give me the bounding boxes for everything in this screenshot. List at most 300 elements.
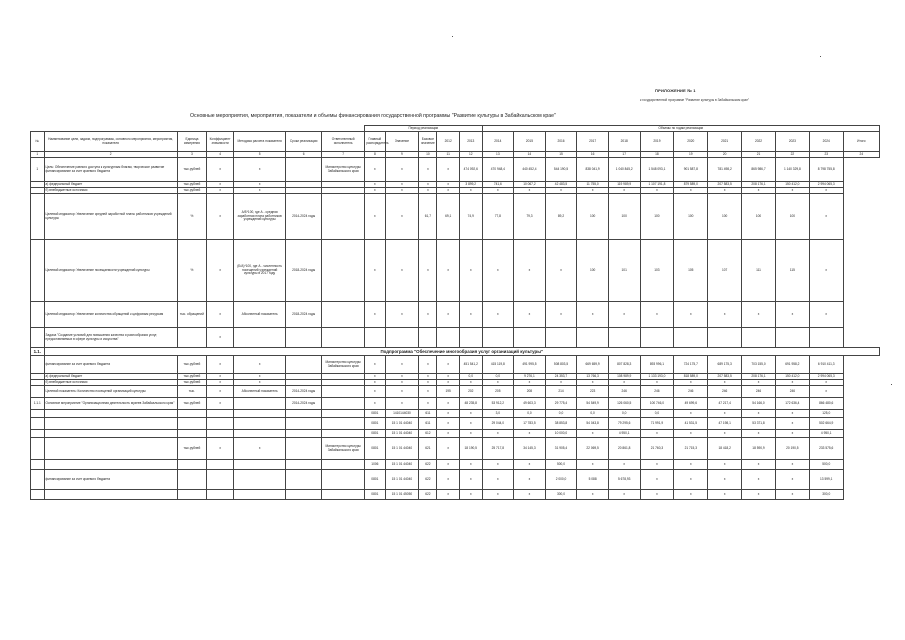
year-value-cell: 47 217,4 — [708, 398, 742, 410]
year-value-cell: x — [640, 430, 674, 438]
year-value-cell: 865 986,7 — [742, 158, 776, 182]
year-value-cell: 502 664,9 — [809, 418, 843, 430]
year-value-cell: x — [708, 460, 742, 470]
method-cell — [234, 418, 286, 430]
year-value-cell: 119 989,9 — [608, 182, 640, 188]
gr-cell: x — [365, 182, 385, 188]
year-value-cell: 31 905,4 — [545, 438, 577, 460]
method-cell: x — [234, 188, 286, 194]
year-value-cell: x — [608, 490, 640, 500]
coef-cell: x — [207, 398, 234, 410]
coef-cell: x — [207, 438, 234, 460]
base-cell: 622 — [419, 490, 437, 500]
year-value-cell: 53 371,8 — [742, 418, 776, 430]
unit-cell: тыс.рублей — [177, 182, 206, 188]
column-number: 11 — [437, 152, 460, 158]
value-cell: x — [385, 398, 419, 410]
year-value-cell: 49 699,6 — [674, 398, 708, 410]
year-value-cell: 101 — [608, 240, 640, 302]
year-value-cell: x — [459, 380, 482, 386]
base-cell: 61,7 — [419, 194, 437, 240]
year-value-cell: 500,0 — [545, 460, 577, 470]
year-value-cell: x — [640, 380, 674, 386]
column-header: № — [31, 132, 45, 152]
gr-cell: x — [365, 356, 385, 374]
row-name: а) федеральный бюджет — [44, 374, 177, 380]
year-value-cell: 246 — [742, 386, 776, 398]
year-value-cell: 4 950,1 — [809, 430, 843, 438]
year-value-cell: x — [437, 302, 460, 328]
table-row — [31, 302, 880, 328]
column-number: 6 — [286, 152, 322, 158]
unit-cell: тыс. — [177, 386, 206, 398]
value-cell: 15 1 01 44040 — [385, 460, 419, 470]
row-number — [31, 430, 45, 438]
year-value-cell: 866 480,6 — [809, 398, 843, 410]
year-value-cell: 0,0 — [482, 374, 514, 380]
row-number — [31, 356, 45, 374]
unit-cell — [177, 410, 206, 418]
row-name: Основное мероприятие "Организационная деятельность музеев Забайкальского края" — [44, 398, 177, 410]
coef-cell: x — [207, 380, 234, 386]
year-value-cell — [742, 328, 776, 348]
document-title: Основные мероприятия, мероприятия, показатели и объемы финансирования государственной программы "Развитие культуры в Забайкальском крае" — [190, 113, 556, 119]
year-value-cell: x — [775, 490, 809, 500]
unit-cell: тыс. обращений — [177, 302, 206, 328]
gr-cell: x — [365, 386, 385, 398]
coef-cell — [207, 410, 234, 418]
unit-cell — [177, 430, 206, 438]
dates-cell — [286, 356, 322, 374]
year-value-cell: 13 766,3 — [577, 374, 609, 380]
unit-cell: тыс.рублей — [177, 398, 206, 410]
base-cell: x — [419, 182, 437, 188]
year-value-cell: x — [608, 302, 640, 328]
coef-cell: x — [207, 356, 234, 374]
year-value-cell: x — [514, 430, 546, 438]
dates-cell: 2018-2024 годы — [286, 240, 322, 302]
gr-cell: x — [365, 302, 385, 328]
year-value-cell: 195 — [437, 386, 460, 398]
dates-cell: 2018-2024 годы — [286, 302, 322, 328]
unit-cell — [177, 490, 206, 500]
year-value-cell: 901 587,8 — [674, 158, 708, 182]
year-value-cell: 41 531,5 — [674, 418, 708, 430]
year-value-cell: 100 — [640, 194, 674, 240]
year-value-cell: x — [775, 380, 809, 386]
column-header: Значение — [385, 132, 419, 152]
executor-cell — [322, 302, 365, 328]
base-cell: 622 — [419, 470, 437, 490]
year-value-cell: 8 798 755,8 — [809, 158, 843, 182]
year-value-cell: x — [708, 380, 742, 386]
year-value-cell: 100 — [674, 194, 708, 240]
year-value-cell: 126 060,5 — [608, 398, 640, 410]
year-value-cell: 47 198,1 — [708, 418, 742, 430]
year-value-cell: x — [459, 490, 482, 500]
year-value-cell: x — [437, 158, 460, 182]
year-value-cell — [459, 328, 482, 348]
method-cell: x — [234, 182, 286, 188]
year-value-cell: 0,0 — [545, 410, 577, 418]
table-row — [31, 470, 880, 490]
year-value-cell — [708, 328, 742, 348]
year-value-cell: x — [459, 470, 482, 490]
year-value-cell: 0,0 — [608, 410, 640, 418]
year-value-cell: x — [514, 188, 546, 194]
year-value-cell: 100 — [775, 194, 809, 240]
column-number: 17 — [608, 152, 640, 158]
year-value-cell: x — [809, 302, 843, 328]
base-cell: x — [419, 158, 437, 182]
executor-cell — [322, 418, 365, 430]
year-value-cell: 1 140 329,8 — [775, 158, 809, 182]
method-cell: x — [234, 374, 286, 380]
program-table — [30, 125, 880, 500]
year-value-cell: 22 069,5 — [577, 438, 609, 460]
table-row — [31, 386, 880, 398]
year-value-cell: 125,0 — [809, 410, 843, 418]
dates-cell: 2014-2024 годы — [286, 194, 322, 240]
column-number: 14 — [514, 152, 546, 158]
year-value-cell: 54 043,8 — [577, 418, 609, 430]
year-value-cell: 879 589,0 — [674, 182, 708, 188]
value-cell: x — [385, 356, 419, 374]
unit-cell: тыс.рублей — [177, 356, 206, 374]
year-value-cell: 54 166,0 — [742, 398, 776, 410]
gr-cell: 0801 — [365, 430, 385, 438]
table-row — [31, 398, 880, 410]
column-number: 4 — [207, 152, 234, 158]
year-value-cell: 18 190,5 — [459, 438, 482, 460]
unit-cell — [177, 470, 206, 490]
column-header: 2013 — [459, 132, 482, 152]
row-number — [31, 438, 45, 460]
method-cell — [234, 398, 286, 410]
coef-cell — [207, 460, 234, 470]
appendix-subtitle: к государственной программе "Развитие культуры в Забайкальском крае" — [640, 98, 750, 102]
executor-cell — [322, 194, 365, 240]
year-value-cell: x — [514, 380, 546, 386]
row-number — [31, 460, 45, 470]
year-value-cell: x — [608, 188, 640, 194]
row-name: Целевой индикатор: Увеличение количества обращений к цифровым ресурсам — [44, 302, 177, 328]
dates-cell — [286, 430, 322, 438]
executor-cell — [322, 410, 365, 418]
year-value-cell: 49 603,3 — [514, 398, 546, 410]
year-value-cell: 544 190,5 — [545, 158, 577, 182]
column-header: Методика расчета показателя — [234, 132, 286, 152]
gr-cell: 0801 — [365, 438, 385, 460]
value-cell: x — [385, 188, 419, 194]
year-value-cell: 781 498,2 — [708, 158, 742, 182]
year-value-cell: x — [545, 188, 577, 194]
year-value-cell: x — [608, 380, 640, 386]
row-number — [31, 418, 45, 430]
table-row — [31, 430, 880, 438]
year-value-cell: 724 175,7 — [674, 356, 708, 374]
executor-cell — [322, 398, 365, 410]
year-value-cell: x — [577, 430, 609, 438]
coef-cell — [207, 418, 234, 430]
year-value-cell: 474 092,6 — [459, 158, 482, 182]
year-value-cell: x — [640, 490, 674, 500]
column-number: 16 — [577, 152, 609, 158]
year-value-cell: 207 583,5 — [708, 374, 742, 380]
year-value-cell: 42 483,5 — [545, 182, 577, 188]
year-value-cell: 54 549,9 — [577, 398, 609, 410]
dates-cell — [286, 438, 322, 460]
year-value-cell: 29 044,0 — [482, 418, 514, 430]
year-value-cell: 172 636,4 — [775, 398, 809, 410]
column-number: 9 — [385, 152, 419, 158]
year-value-cell: x — [640, 460, 674, 470]
year-value-cell: 100 — [577, 240, 609, 302]
period-group-header: Период реализации — [365, 126, 482, 132]
method-cell: Абсолютный показатель — [234, 302, 286, 328]
row-name: Целевой индикатор: Увеличение посещаемости учреждений культуры — [44, 240, 177, 302]
method-cell — [234, 490, 286, 500]
coef-cell — [207, 490, 234, 500]
method-cell — [234, 460, 286, 470]
year-value-cell: x — [437, 470, 460, 490]
year-value-cell: 246 — [708, 386, 742, 398]
column-header: 2024 — [809, 132, 843, 152]
dates-cell — [286, 158, 322, 182]
year-value-cell: 24 353,7 — [545, 374, 577, 380]
gr-cell: x — [365, 188, 385, 194]
column-header: Главный распорядитель — [365, 132, 385, 152]
value-cell: x — [385, 374, 419, 380]
unit-cell: тыс.рублей — [177, 188, 206, 194]
year-value-cell: x — [742, 302, 776, 328]
year-value-cell: x — [482, 430, 514, 438]
year-value-cell: x — [640, 470, 674, 490]
row-number: 1.1.1 — [31, 398, 45, 410]
coef-cell: x — [207, 182, 234, 188]
column-header: 2023 — [775, 132, 809, 152]
method-cell: x — [234, 438, 286, 460]
year-value-cell: 208 176,1 — [742, 182, 776, 188]
year-value-cell: x — [514, 490, 546, 500]
year-value-cell: x — [708, 410, 742, 418]
column-header: 2015 — [514, 132, 546, 152]
year-value-cell: 2 994 065,3 — [809, 374, 843, 380]
year-value-cell: x — [437, 430, 460, 438]
row-name: финансирование за счет краевого бюджета — [44, 470, 177, 490]
column-header: Итого — [843, 132, 879, 152]
year-value-cell: 25 717,8 — [482, 438, 514, 460]
year-value-cell: x — [459, 430, 482, 438]
year-value-cell: 2 994 065,3 — [809, 182, 843, 188]
year-value-cell: x — [482, 302, 514, 328]
year-value-cell — [514, 328, 546, 348]
method-cell: x — [234, 380, 286, 386]
year-value-cell: x — [775, 410, 809, 418]
year-value-cell — [809, 328, 843, 348]
year-value-cell: x — [437, 240, 460, 302]
row-name: б) внебюджетные источники — [44, 188, 177, 194]
table-row — [31, 460, 880, 470]
year-value-cell: 108 989,9 — [608, 374, 640, 380]
year-value-cell: 6 910 411,3 — [809, 356, 843, 374]
gr-cell: x — [365, 380, 385, 386]
gr-cell: x — [365, 194, 385, 240]
executor-cell — [322, 430, 365, 438]
method-cell: x — [234, 158, 286, 182]
year-value-cell — [775, 328, 809, 348]
column-header: 2012 — [437, 132, 460, 152]
year-value-cell: x — [437, 188, 460, 194]
year-value-cell: 246 — [775, 386, 809, 398]
column-number: 1 — [31, 152, 45, 158]
year-value-cell: x — [482, 188, 514, 194]
method-cell: А/Б*100, где А - средняя заработная плата работников учреждений культуры — [234, 194, 286, 240]
year-value-cell: x — [437, 398, 460, 410]
dates-cell — [286, 410, 322, 418]
year-value-cell: 669 659,9 — [577, 356, 609, 374]
year-value-cell: x — [674, 490, 708, 500]
column-number: 7 — [322, 152, 365, 158]
year-value-cell: x — [742, 410, 776, 418]
value-cell — [385, 328, 419, 348]
year-value-cell: x — [437, 374, 460, 380]
column-number: 19 — [674, 152, 708, 158]
year-value-cell: 17 783,5 — [514, 418, 546, 430]
gr-cell: 0801 — [365, 410, 385, 418]
value-cell: 15 1 01 44040 — [385, 470, 419, 490]
year-value-cell: x — [459, 460, 482, 470]
column-header: 2020 — [674, 132, 708, 152]
year-value-cell: 79 295,6 — [608, 418, 640, 430]
gr-cell: x — [365, 158, 385, 182]
gr-cell: x — [365, 240, 385, 302]
executor-cell: Министерство культуры Забайкальского края — [322, 356, 365, 374]
year-value-cell: x — [545, 380, 577, 386]
gr-cell: x — [365, 398, 385, 410]
method-cell: (Б/А)*100, где А - численность посещений учреждений культуры в 2017 году — [234, 240, 286, 302]
base-cell: x — [419, 386, 437, 398]
coef-cell: x — [207, 374, 234, 380]
year-value-cell: x — [708, 470, 742, 490]
year-value-cell: 21 760,3 — [640, 438, 674, 460]
base-cell: x — [419, 398, 437, 410]
column-header: 2021 — [708, 132, 742, 152]
column-number: 13 — [482, 152, 514, 158]
year-value-cell: x — [708, 490, 742, 500]
executor-cell — [322, 460, 365, 470]
year-value-cell: x — [437, 460, 460, 470]
appendix-label: ПРИЛОЖЕНИЕ № 1 — [655, 88, 696, 93]
row-name: Цель: Обеспечение равного доступа к культурным благам, творческое развитие финансирование за счет краевого бюджета — [44, 158, 177, 182]
year-value-cell — [482, 328, 514, 348]
base-cell: 621 — [419, 438, 437, 460]
unit-cell: тыс.рублей — [177, 158, 206, 182]
method-cell — [234, 410, 286, 418]
year-value-cell: x — [742, 380, 776, 386]
section-number: 1.1. — [31, 348, 45, 356]
year-value-cell: 208 176,1 — [742, 374, 776, 380]
year-value-cell: 1 548 093,1 — [640, 158, 674, 182]
column-number: 21 — [742, 152, 776, 158]
column-header: 2016 — [545, 132, 577, 152]
row-number — [31, 386, 45, 398]
value-cell: 15 1 01 44040 — [385, 438, 419, 460]
column-header: 2018 — [608, 132, 640, 152]
row-number — [31, 490, 45, 500]
year-value-cell: x — [775, 418, 809, 430]
year-value-cell: 508 803,5 — [545, 356, 577, 374]
year-value-cell: x — [809, 380, 843, 386]
year-value-cell: x — [437, 380, 460, 386]
column-number: 8 — [365, 152, 385, 158]
year-value-cell: x — [577, 380, 609, 386]
base-cell: x — [419, 302, 437, 328]
year-value-cell — [640, 328, 674, 348]
year-value-cell: 20 190,5 — [775, 438, 809, 460]
executor-cell: Министерство культуры Забайкальского края — [322, 438, 365, 460]
year-value-cell: x — [459, 418, 482, 430]
year-value-cell: 69,1 — [437, 194, 460, 240]
year-value-cell: x — [775, 460, 809, 470]
row-name — [44, 430, 177, 438]
coef-cell: x — [207, 240, 234, 302]
row-name — [44, 418, 177, 430]
year-value-cell — [545, 328, 577, 348]
column-header: Базовое значение — [419, 132, 437, 152]
column-number: 5 — [234, 152, 286, 158]
year-value-cell: x — [437, 418, 460, 430]
column-header: Единица измерения — [177, 132, 206, 152]
unit-cell: тыс.рублей — [177, 374, 206, 380]
row-name: а) федеральный бюджет — [44, 182, 177, 188]
year-value-cell: 214 — [545, 386, 577, 398]
column-number: 2 — [44, 152, 177, 158]
year-value-cell: 807 828,3 — [608, 356, 640, 374]
table-row — [31, 490, 880, 500]
column-number: 12 — [459, 152, 482, 158]
year-value-cell: 71 991,9 — [640, 418, 674, 430]
column-header: Ответственный исполнитель — [322, 132, 365, 152]
year-value-cell: x — [514, 240, 546, 302]
column-header: 2014 — [482, 132, 514, 152]
unit-cell — [177, 418, 206, 430]
table-row — [31, 194, 880, 240]
year-value-cell: x — [775, 470, 809, 490]
unit-cell: % — [177, 194, 206, 240]
base-cell: x — [419, 188, 437, 194]
year-value-cell: 150 412,0 — [775, 374, 809, 380]
method-cell: Абсолютный показатель — [234, 386, 286, 398]
executor-cell — [322, 470, 365, 490]
year-value-cell: 838 041,9 — [577, 158, 609, 182]
year-value-cell: x — [742, 470, 776, 490]
coef-cell: x — [207, 328, 234, 348]
table-row — [31, 410, 880, 418]
column-number: 15 — [545, 152, 577, 158]
year-value-cell: 0,0 — [514, 410, 546, 418]
base-cell: x — [419, 356, 437, 374]
year-value-cell: x — [545, 240, 577, 302]
year-value-cell: 38 853,8 — [545, 418, 577, 430]
year-value-cell: x — [674, 470, 708, 490]
year-value-cell: 115 — [775, 240, 809, 302]
coef-cell — [207, 470, 234, 490]
year-value-cell: 9 276,1 — [514, 374, 546, 380]
year-value-cell — [437, 328, 460, 348]
year-value-cell: 21 715,3 — [674, 438, 708, 460]
year-value-cell: x — [514, 302, 546, 328]
